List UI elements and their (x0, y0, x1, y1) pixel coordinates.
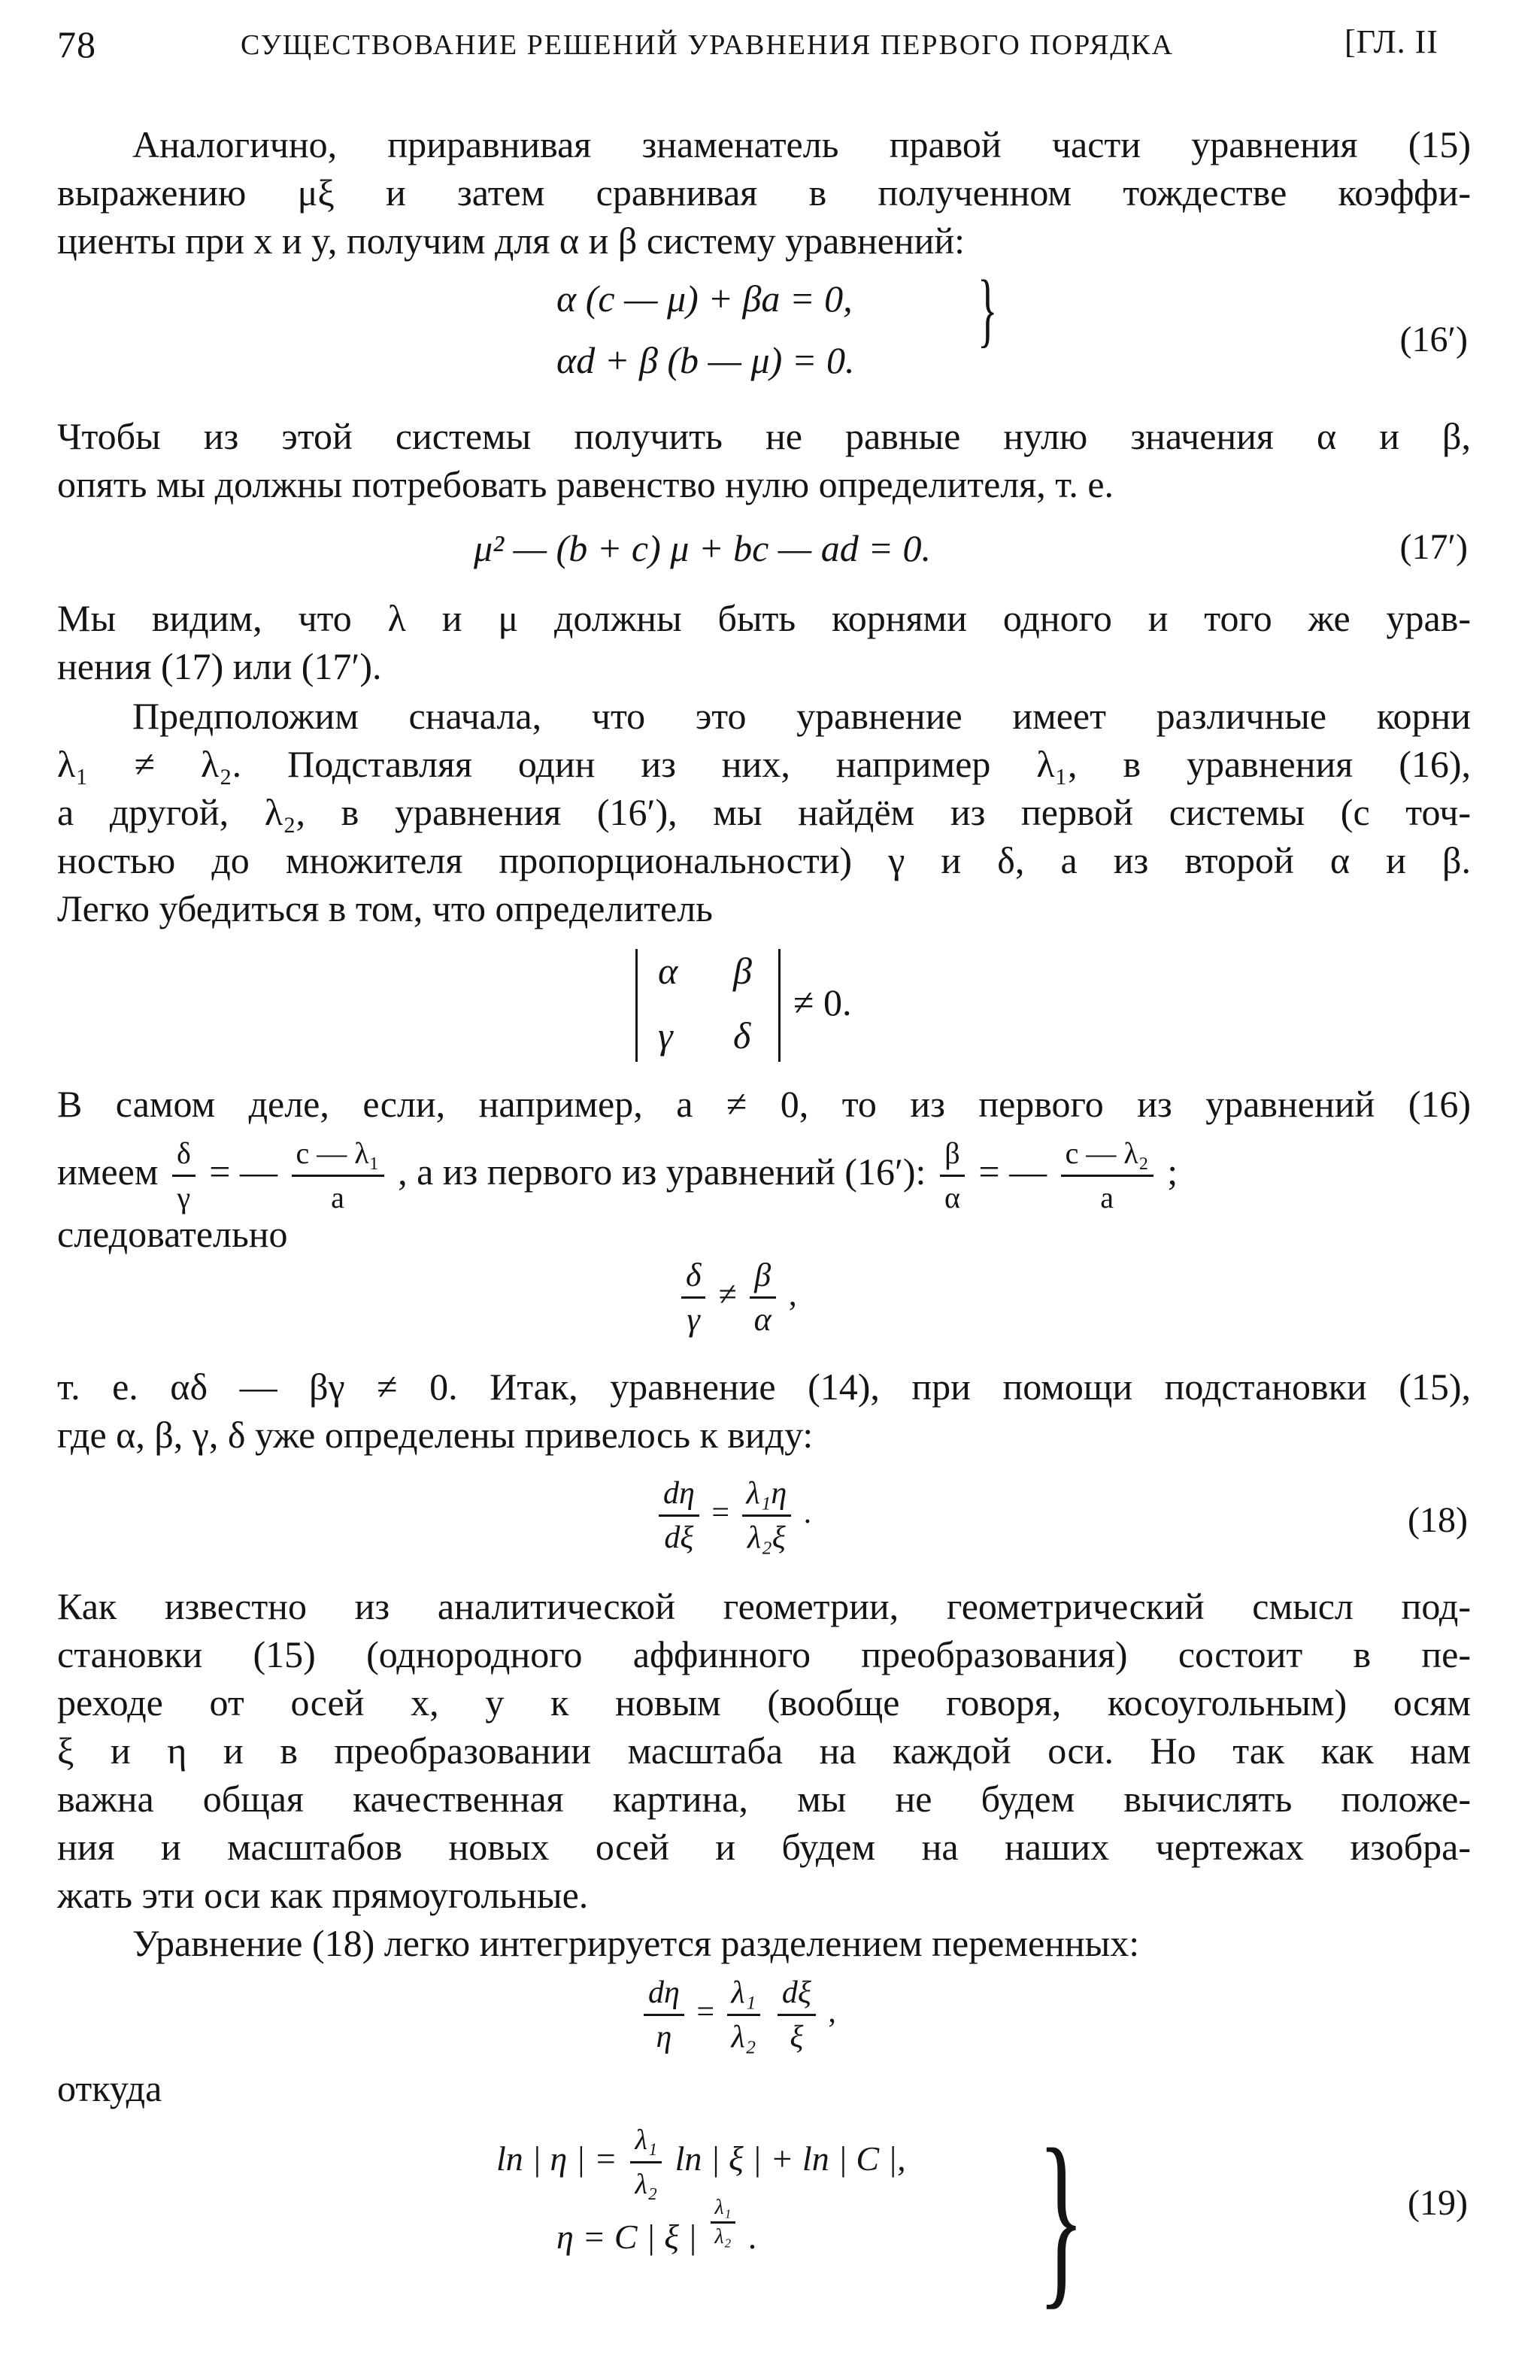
not-equal-sign: ≠ (718, 1275, 737, 1313)
chapter-marker: [ГЛ. II (1344, 23, 1438, 60)
equation-16p-line1: α (c — μ) + βa = 0, (556, 277, 853, 320)
text-line: нения (17) или (17′). (57, 645, 382, 687)
numerator: dη (644, 1972, 684, 2016)
text-otkuda: откуда (57, 2067, 162, 2109)
equation-separation (639, 1972, 836, 2058)
exponent-fraction (711, 2194, 736, 2251)
text-line: Мы видим, что λ и μ должны быть корнями одного и того же урав- (57, 597, 1471, 639)
text-sledovatelno: следовательно (57, 1213, 288, 1255)
inequality-fractions (677, 1254, 797, 1341)
text-line: т. е. αδ — βγ ≠ 0. Итак, уравнение (14), при помощи подстановки (15), (57, 1366, 1471, 1408)
text-line: Как известно из аналитической геометрии, геометрический смысл под- (57, 1585, 1471, 1627)
text-line: Предположим сначала, что это уравнение имеет различные корни (132, 695, 1471, 737)
determinant-left-bar (635, 949, 638, 1062)
comma: , (788, 1275, 797, 1313)
det-delta: δ (733, 1014, 751, 1057)
equation-label-16p: (16′) (1399, 320, 1468, 359)
paragraph-5-line1 (57, 1080, 1471, 1128)
text-line: важна общая качественная картина, мы не будем вычислять положе- (57, 1778, 1471, 1820)
text-line: Уравнение (18) легко интегрируется разделением переменных: (132, 1922, 1140, 1964)
denominator: λ₂ (714, 2225, 732, 2248)
text-line: где α, β, γ, δ уже определены привелось к виду: (57, 1414, 814, 1456)
text-line: становки (15) (однородного аффинного преобразования) состоит в пе- (57, 1633, 1471, 1675)
det-alpha: α (658, 950, 678, 992)
fraction-lambda1-lambda2 (630, 2119, 662, 2206)
determinant-right-bar (778, 949, 781, 1062)
fraction-c-lambda2 (1061, 1132, 1153, 1219)
denominator: γ (177, 1181, 191, 1214)
text-line: Легко убедиться в том, что определитель (57, 887, 713, 929)
paragraph-1 (57, 120, 1471, 265)
numerator: λ₁ (711, 2194, 736, 2224)
denominator: a (1100, 1181, 1114, 1214)
equation-18 (654, 1472, 811, 1559)
fraction-delta-gamma (172, 1132, 196, 1219)
det-relation: ≠ 0. (793, 981, 852, 1023)
denominator: γ (687, 1301, 700, 1338)
eta-equals-c-xi: η = C | ξ | (556, 2218, 698, 2256)
text-line: выражению μξ и затем сравнивая в полученном тождестве коэффи- (57, 171, 1471, 214)
paragraph-3 (57, 594, 1471, 690)
fraction-c-lambda1 (292, 1132, 384, 1219)
denominator: λ₂ (635, 2169, 658, 2200)
text-imeem: имеем (57, 1150, 159, 1193)
paragraph-8 (57, 1919, 1471, 1967)
paragraph-5-line2 (57, 1132, 1178, 1219)
denominator: η (656, 2020, 672, 2054)
numerator: λ₁η (742, 1472, 792, 1517)
denominator: λ₂ξ (747, 1520, 786, 1555)
text-line: ния и масштабов новых осей и будем на наших чертежах изобра- (57, 1826, 1471, 1868)
text-line: Аналогично, приравнивая знаменатель правой части уравнения (15) (132, 123, 1471, 165)
numerator: dη (659, 1472, 699, 1517)
fraction-beta-alpha (750, 1254, 776, 1341)
det-beta: β (733, 950, 752, 992)
equation-label-17p: (17′) (1399, 527, 1468, 567)
equals-minus: = — (978, 1150, 1047, 1193)
text-line: λ₁ ≠ λ₂. Подставляя один из них, например λ₁, в уравнения (16), (57, 743, 1471, 785)
numerator: c — λ₂ (1061, 1132, 1153, 1177)
fraction-delta-gamma (681, 1254, 705, 1341)
fraction-deta-dxi (659, 1472, 699, 1559)
page-number: 78 (57, 23, 96, 65)
text-middle: , а из первого из уравнений (16′): (398, 1150, 926, 1193)
text-line: ностью до множителя пропорциональности) γ и δ, а из второй α и β. (57, 839, 1471, 881)
text-line: В самом деле, если, например, a ≠ 0, то из первого из уравнений (16) (57, 1083, 1471, 1125)
equation-label-18: (18) (1408, 1500, 1468, 1540)
paragraph-6 (57, 1363, 1471, 1459)
denominator: ξ (790, 2020, 804, 2054)
numerator: λ₁ (630, 2119, 662, 2163)
equals-sign: = (696, 1995, 715, 2030)
paragraph-4 (57, 692, 1471, 932)
text-line: ξ и η и в преобразовании масштаба на каждой оси. Но так как нам (57, 1730, 1471, 1772)
equation-label-19: (19) (1408, 2183, 1468, 2223)
rhs-ln-xi-ln-c: ln | ξ | + ln | C |, (675, 2139, 906, 2178)
semicolon: ; (1167, 1150, 1178, 1193)
denominator: α (753, 1301, 772, 1338)
comma: , (828, 1995, 836, 2030)
denominator: dξ (664, 1520, 694, 1555)
determinant (635, 949, 936, 1069)
numerator: δ (172, 1132, 196, 1177)
equation-16p-line2: αd + β (b — μ) = 0. (556, 339, 855, 381)
period: . (803, 1496, 812, 1531)
fraction-beta-alpha (940, 1132, 965, 1219)
numerator: c — λ₁ (292, 1132, 384, 1177)
running-title: СУЩЕСТВОВАНИЕ РЕШЕНИЙ УРАВНЕНИЯ ПЕРВОГО ПОРЯДКА (241, 29, 1174, 61)
equation-17p: μ² — (b + c) μ + bc — ad = 0. (474, 527, 932, 569)
text-line: жать эти оси как прямоугольные. (57, 1874, 589, 1916)
numerator: λ₁ (727, 1972, 761, 2016)
equation-19-line1 (496, 2119, 906, 2206)
equals-sign: = (711, 1496, 730, 1531)
equals-minus: = — (209, 1150, 277, 1193)
text-line: Чтобы из этой системы получить не равные нулю значения α и β, (57, 415, 1471, 457)
paragraph-2 (57, 412, 1471, 508)
det-gamma: γ (658, 1014, 673, 1057)
right-brace: } (978, 263, 998, 355)
numerator: dξ (778, 1972, 816, 2016)
numerator: δ (681, 1254, 705, 1299)
denominator: a (331, 1181, 344, 1214)
denominator: λ₂ (731, 2020, 756, 2054)
fraction-deta-eta (644, 1972, 684, 2058)
text-line: опять мы должны потребовать равенство нулю определителя, т. е. (57, 463, 1114, 505)
fraction-lambda-ratio (742, 1472, 792, 1559)
lhs-ln-eta: ln | η | = (496, 2139, 617, 2178)
fraction-lambda1-lambda2 (727, 1972, 761, 2058)
text-line: циенты при x и y, получим для α и β систему уравнений: (57, 220, 966, 262)
numerator: β (750, 1254, 776, 1299)
denominator: α (944, 1181, 960, 1214)
fraction-dxi-xi (778, 1972, 816, 2058)
period: . (748, 2218, 758, 2256)
numerator: β (940, 1132, 965, 1177)
equation-19-line2 (556, 2196, 758, 2257)
paragraph-7 (57, 1582, 1471, 1919)
right-brace: } (1038, 2109, 1085, 2326)
text-line: а другой, λ₂, в уравнения (16′), мы найдём из первой системы (с точ- (57, 791, 1471, 833)
text-line: реходе от осей x, y к новым (вообще говоря, косоугольным) осям (57, 1681, 1471, 1724)
